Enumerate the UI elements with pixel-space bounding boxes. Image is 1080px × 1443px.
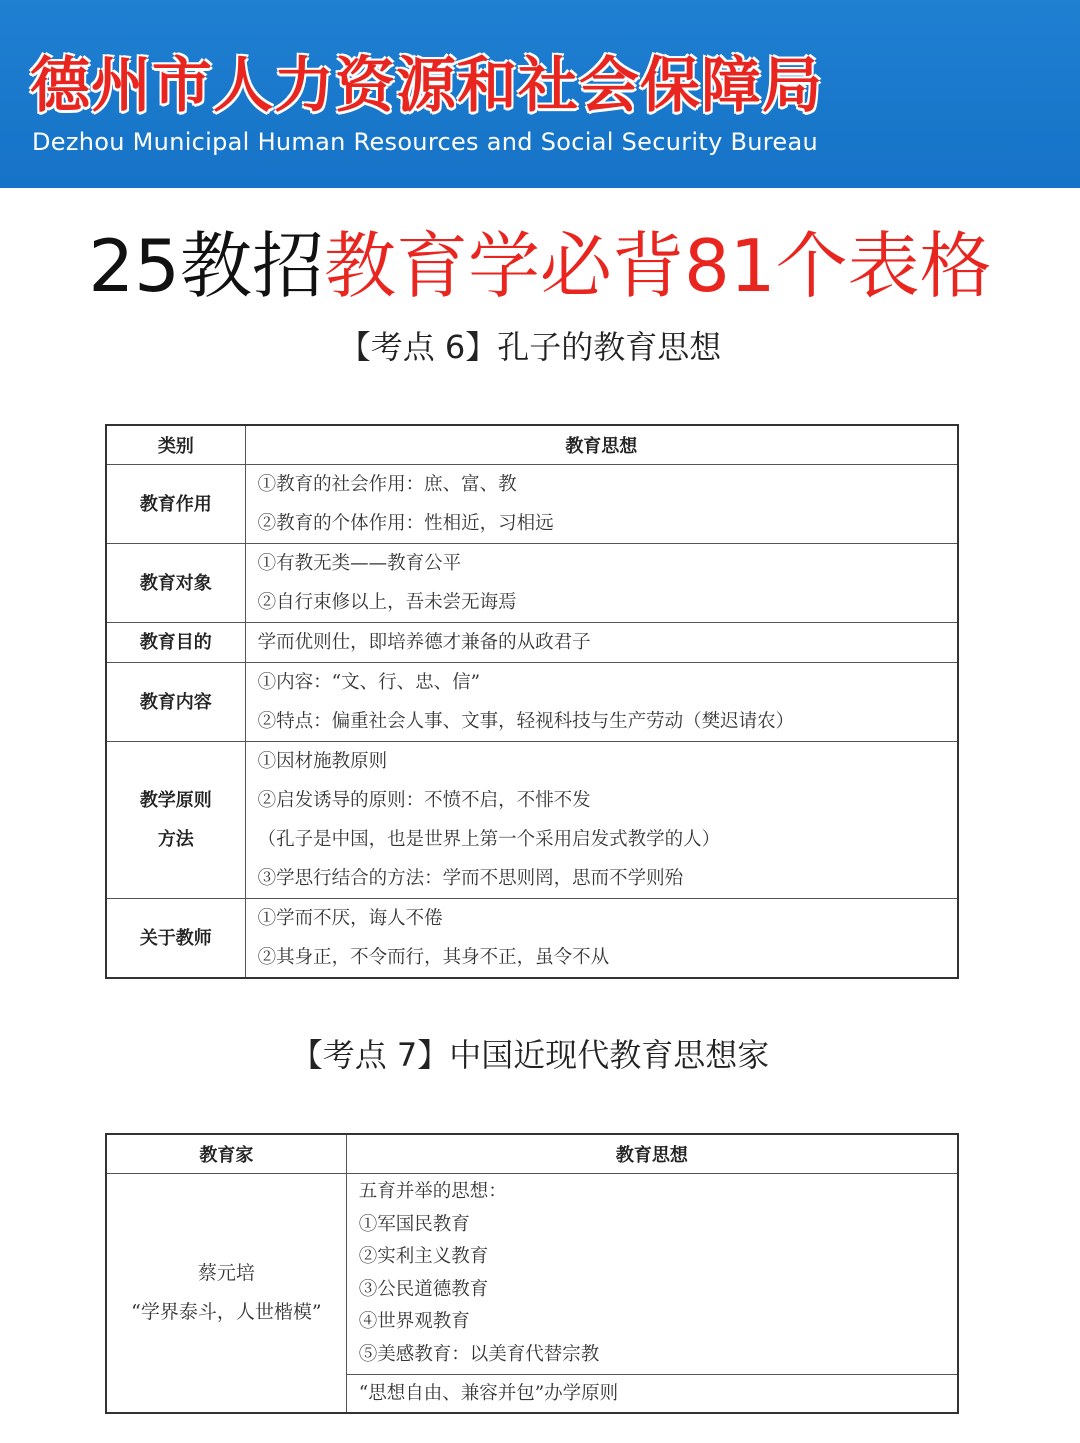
table-row <box>106 663 958 742</box>
table-row <box>106 623 958 663</box>
row-content <box>245 663 958 742</box>
category-label: 教育目的 <box>139 632 212 653</box>
row-content <box>245 899 958 979</box>
content-line: “思想自由、兼容并包”办学原则 <box>358 1382 619 1404</box>
table-row <box>106 899 958 979</box>
row-category <box>106 663 245 742</box>
page-title <box>0 218 1080 314</box>
content-line: 学而优则仕，即培养德才兼备的从政君子 <box>257 632 591 653</box>
header-banner <box>0 0 1080 188</box>
category-label: 方法 <box>157 829 194 850</box>
column-header-thought: 教育思想 <box>346 1134 958 1174</box>
column-header-category: 类别 <box>106 425 245 465</box>
row-category <box>106 544 245 623</box>
category-label: 教育内容 <box>139 691 212 713</box>
category-label: 关于教师 <box>139 927 212 949</box>
content-line: ①学而不厌，诲人不倦 <box>257 908 443 929</box>
row-content <box>346 1374 958 1413</box>
table-row <box>106 465 958 544</box>
table-header-row <box>106 1134 958 1174</box>
content-line: （孔子是中国，也是世界上第一个采用启发式教学的人） <box>257 829 721 850</box>
section-7-title: 【考点 7】中国近现代教育思想家 <box>290 1036 770 1074</box>
row-category <box>106 899 245 979</box>
row-category <box>106 742 245 899</box>
row-content <box>346 1174 958 1375</box>
row-content <box>245 544 958 623</box>
content-line: ③学思行结合的方法：学而不思则罔，思而不学则殆 <box>257 868 684 889</box>
educator-honorific: “学界泰斗，人世楷模” <box>131 1300 322 1323</box>
content-line: ①有教无类——教育公平 <box>257 553 462 574</box>
page-title-prefix: 25教招 <box>88 224 324 308</box>
educators-table <box>105 1133 959 1414</box>
content-line: ①军国民教育 <box>358 1213 470 1235</box>
row-content <box>245 623 958 663</box>
content-line: ②实利主义教育 <box>358 1246 489 1268</box>
banner-title-en: Dezhou Municipal Human Resources and Social Security Bureau <box>32 128 819 156</box>
row-content <box>245 742 958 899</box>
table-row <box>106 1174 958 1375</box>
content-line: ①教育的社会作用：庶、富、教 <box>257 474 517 495</box>
content-line: ②教育的个体作用：性相近，习相远 <box>257 513 554 534</box>
row-category <box>106 465 245 544</box>
section-6-title: 【考点 6】孔子的教育思想 <box>338 328 722 366</box>
row-content <box>245 465 958 544</box>
educator-cell <box>106 1174 346 1413</box>
category-label: 教学原则 <box>139 790 212 811</box>
content-line: ⑤美感教育：以美育代替宗教 <box>358 1343 600 1365</box>
content-line: ①因材施教原则 <box>257 751 388 772</box>
banner-title-cn: 德州市人力资源和社会保障局 <box>30 51 823 121</box>
content-line: ②其身正，不令而行，其身不正，虽令不从 <box>257 947 610 968</box>
content-line: ②特点：偏重社会人事、文事，轻视科技与生产劳动（樊迟请农） <box>257 711 795 732</box>
row-category <box>106 623 245 663</box>
content-line: ④世界观教育 <box>358 1311 470 1333</box>
educator-name: 蔡元培 <box>197 1261 255 1284</box>
page-title-highlight: 教育学必背81个表格 <box>324 224 992 308</box>
content-line: ②自行束修以上，吾未尝无诲焉 <box>257 592 517 613</box>
confucius-table <box>105 424 959 979</box>
category-label: 教育作用 <box>139 493 212 515</box>
content-line: ②启发诱导的原则：不愤不启，不悱不发 <box>257 790 591 811</box>
content-line: 五育并举的思想： <box>358 1181 507 1202</box>
table-header-row <box>106 425 958 465</box>
column-header-educator: 教育家 <box>106 1134 346 1174</box>
table-row <box>106 742 958 899</box>
category-label: 教育对象 <box>139 572 212 594</box>
column-header-thought: 教育思想 <box>245 425 958 465</box>
content-line: ①内容：“文、行、忠、信” <box>257 672 481 693</box>
content-line: ③公民道德教育 <box>358 1278 489 1300</box>
table-row <box>106 544 958 623</box>
